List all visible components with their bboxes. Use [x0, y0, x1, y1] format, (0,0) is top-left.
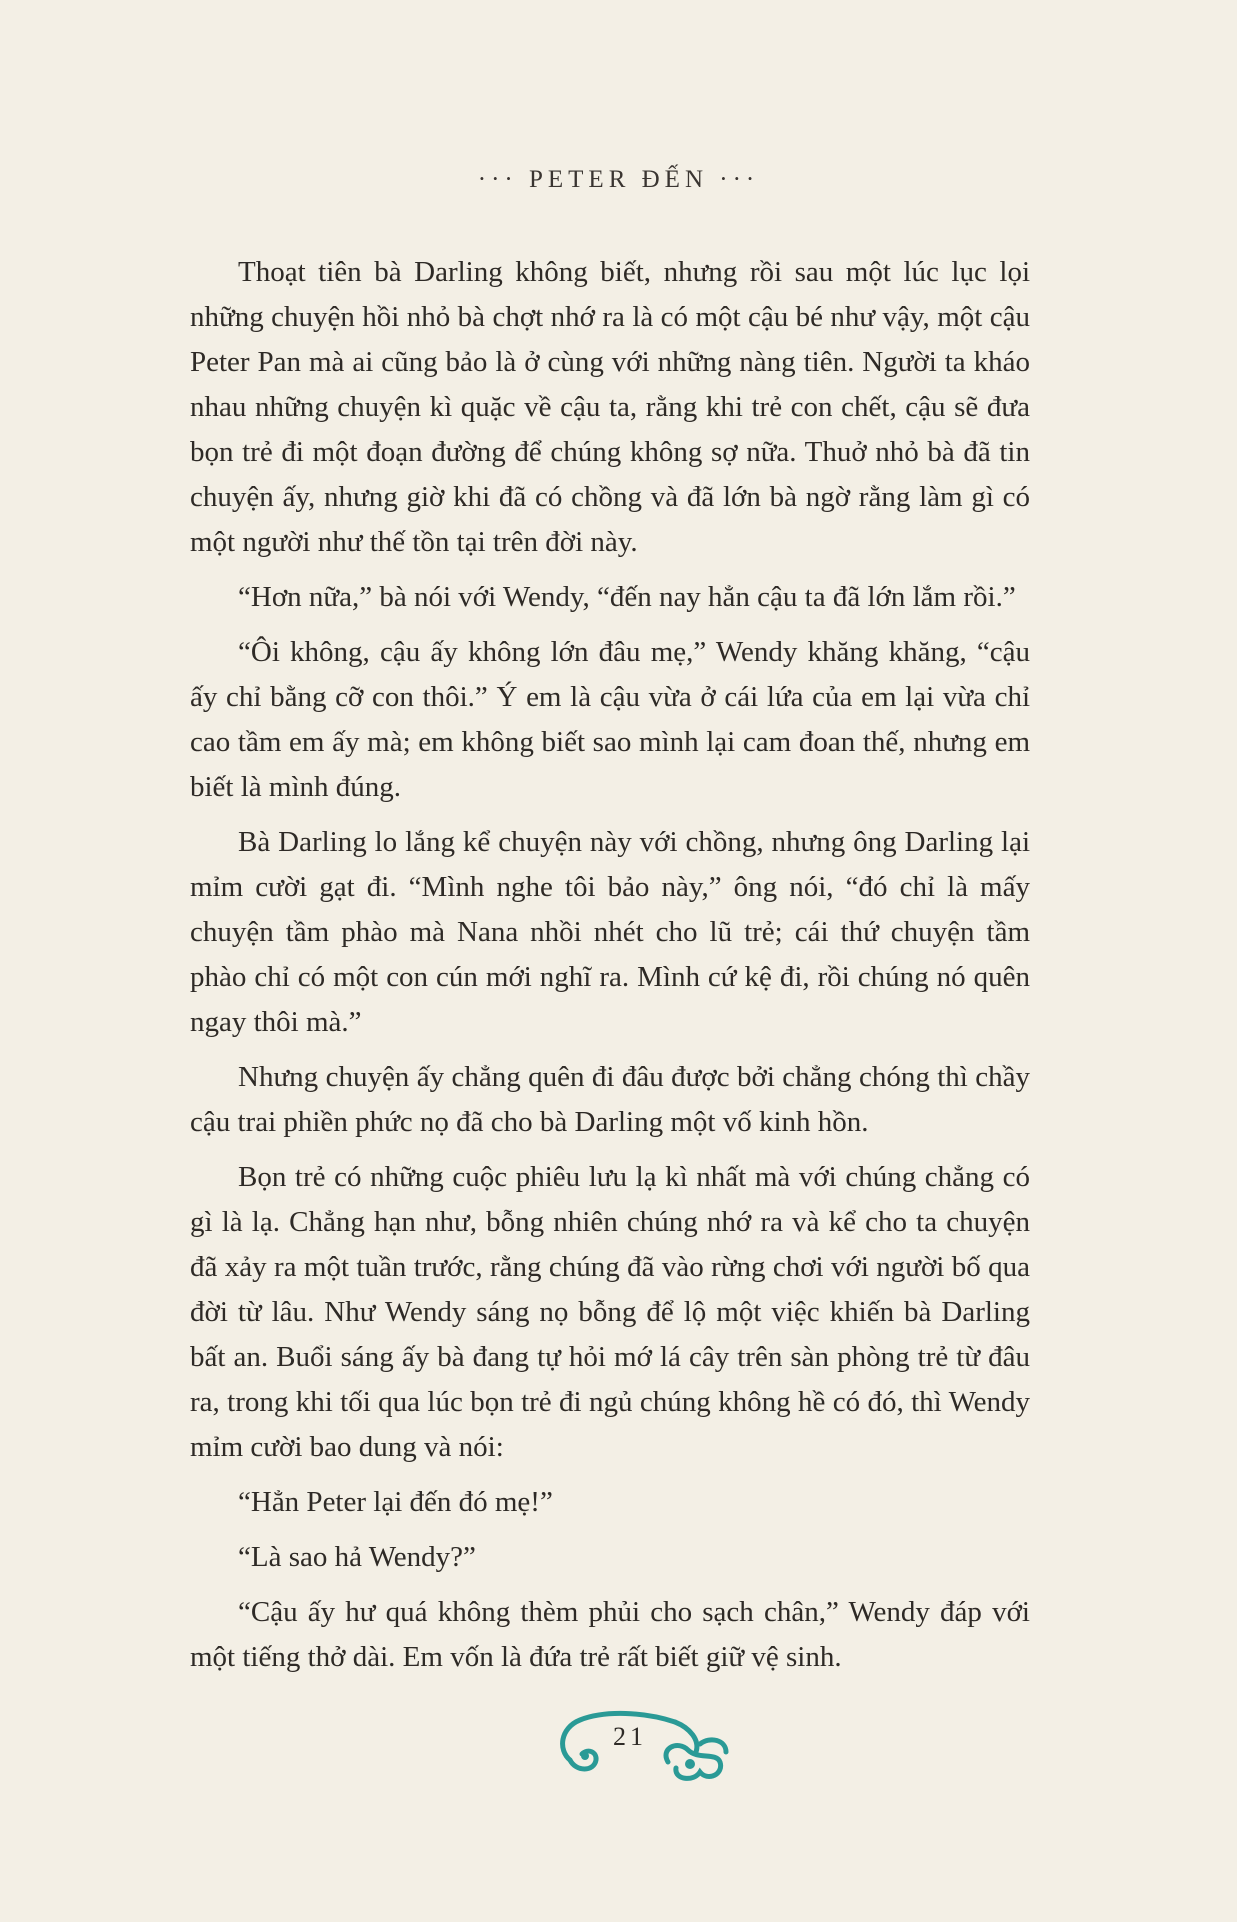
running-head: ··· PETER ĐẾN ··· [477, 166, 760, 193]
paragraph: “Hẳn Peter lại đến đó mẹ!” [238, 1486, 553, 1518]
paragraph: “Hơn nữa,” bà nói với Wendy, “đến nay hẳn cậu ta đã lớn lắm rồi.” [238, 581, 1016, 613]
paragraph: Thoạt tiên bà Darling không biết, nhưng rồi sau một lúc lục lọi những chuyện hồi nhỏ bà chợt nhớ ra là có một cậu bé như vậy, một cậu Peter Pan mà ai cũng bảo là ở cùng với những nàng tiên. Người ta kháo nhau những chuyện kì quặc về cậu ta, rằng khi trẻ con chết, cậu sẽ đưa bọn trẻ đi một đoạn đường để chúng không sợ nữa. Thuở nhỏ bà đã tin chuyện ấy, nhưng giờ khi đã có chồng và đã lớn bà ngờ rằng làm gì có một người như thế tồn tại trên đời này. [190, 256, 1030, 558]
body-text [190, 250, 1030, 1690]
paragraph: Bọn trẻ có những cuộc phiêu lưu lạ kì nhất mà với chúng chẳng có gì là lạ. Chẳng hạn như, bỗng nhiên chúng nhớ ra và kể cho ta chuyện đã xảy ra một tuần trước, rằng chúng đã vào rừng chơi với người bố qua đời từ lâu. Như Wendy sáng nọ bỗng để lộ một việc khiến bà Darling bất an. Buổi sáng ấy bà đang tự hỏi mớ lá cây trên sàn phòng trẻ từ đâu ra, trong khi tối qua lúc bọn trẻ đi ngủ chúng không hề có đó, thì Wendy mỉm cười bao dung và nói: [190, 1161, 1030, 1463]
paragraph: “Ôi không, cậu ấy không lớn đâu mẹ,” Wendy khăng khăng, “cậu ấy chỉ bằng cỡ con thôi.” Ý em là cậu vừa ở cái lứa của em lại vừa chỉ cao tầm em ấy mà; em không biết sao mình lại cam đoan thế, nhưng em biết là mình đúng. [190, 636, 1030, 803]
page-number-ornament [550, 1700, 740, 1790]
paragraph: Bà Darling lo lắng kể chuyện này với chồng, nhưng ông Darling lại mỉm cười gạt đi. “Mình nghe tôi bảo này,” ông nói, “đó chỉ là mấy chuyện tầm phào mà Nana nhồi nhét cho lũ trẻ; cái thứ chuyện tầm phào chỉ có một con cún mới nghĩ ra. Mình cứ kệ đi, rồi chúng nó quên ngay thôi mà.” [190, 826, 1030, 1038]
paragraph: “Cậu ấy hư quá không thèm phủi cho sạch chân,” Wendy đáp với một tiếng thở dài. Em vốn là đứa trẻ rất biết giữ vệ sinh. [190, 1596, 1030, 1673]
paragraph: Nhưng chuyện ấy chẳng quên đi đâu được bởi chẳng chóng thì chầy cậu trai phiền phức nọ đã cho bà Darling một vố kinh hồn. [190, 1061, 1030, 1138]
paragraph: “Là sao hả Wendy?” [238, 1541, 476, 1573]
page-number: 21 [613, 1722, 647, 1751]
